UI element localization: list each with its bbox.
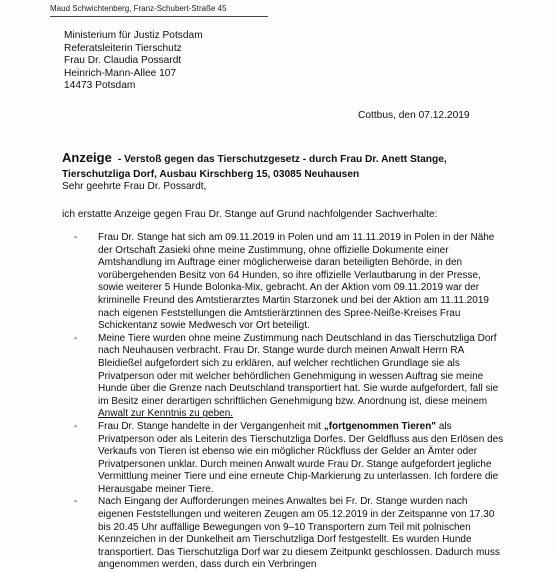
fact-text-2: Meine Tiere wurden ohne meine Zustimmung nach Deutschland in das Tierschutzliga Dorf nach Neuhausen verbracht. Frau Dr. Stange wurde durch meinen Anwalt Herrn RA Bleidießel aufgefordert sich zu erklären, auf welcher rechtlichen Grundlage sie als Privatperson oder mit welcher behördlichen Genehmigung in wessen Auftrag sie meine Hunde über die Grenze nach Deutschland transportiert hat. Sie wurde aufgefordert, fall sie im Besitz einer derartigen schriftlichen Genehmigung bzw. Anordnung ist, diese meinem: [98, 332, 499, 407]
subject-text: - Verstoß gegen das Tierschutzgesetz - durch Frau Dr. Anett Stange, Tierschutzliga Dorf, Ausbau Kirschberg 15, 03085 Neuhausen: [62, 154, 447, 180]
recipient-address: [64, 30, 203, 93]
recipient-line-1: Ministerium für Justiz Potsdam: [64, 30, 203, 41]
facts-list: [74, 232, 504, 572]
fact-text-2-underlined: Anwalt zur Kenntnis zu geben.: [98, 408, 234, 420]
list-item: [74, 333, 504, 421]
salutation: Sehr geehrte Frau Dr. Possardt,: [62, 181, 207, 192]
fact-text-3-start: Frau Dr. Stange handelte in der Vergangenheit mit: [98, 420, 321, 432]
recipient-line-5: 14473 Potsdam: [64, 80, 136, 91]
date-line: Cottbus, den 07.12.2019: [358, 110, 470, 121]
subject-lead: Anzeige: [62, 150, 112, 165]
sender-address-line: Maud Schwichtenberg, Franz-Schubert-Straße 45: [50, 4, 227, 13]
recipient-line-2: Referatsleiterin Tierschutz: [64, 42, 182, 54]
list-item: [74, 496, 504, 572]
fact-text-3-quote: „fortgenommen Tieren": [323, 420, 437, 432]
fact-text-4: Nach Eingang der Aufforderungen meines Anwaltes bei Fr. Dr. Stange wurden nach eigenen Feststellungen und weiteren Zeugen am 05.12.2019 in der Zeitspanne von 17.30 bis 20.45 Uhr auffällige Bewegungen von 9–10 Transportern zum Teil mit polnischen Kennzeichen in der Dunkelheit am Tierschutzliga Dorf festgestellt. Es wurden Hunde transportiert. Das Tierschutzliga Dorf war zu diesem Zeitpunkt geschlossen. Dadurch muss angenommen werden, dass durch ein Verbringen: [98, 496, 500, 571]
fact-text-3-rest: als Privatperson oder als Leiterin des Tierschutzliga Dorfes. Der Geldfluss aus den Erlösen des Verkaufs von Tieren ist ebenso wie ein möglicher Rückfluss der Gelder an Ämter oder Privatpersonen unklar. Durch meinen Anwalt wurde Frau Dr. Stange aufgefordert jegliche Vermittlung meiner Tiere und eine erneute Chip-Markierung zu unterlassen. Ich fordere die Herausgabe meiner Tiere.: [98, 420, 504, 495]
list-item: [74, 232, 504, 333]
bullet-dash: -: [74, 420, 78, 432]
bullet-dash: -: [74, 496, 78, 508]
recipient-line-3: Frau Dr. Claudia Possardt: [64, 55, 182, 66]
bullet-dash: -: [74, 332, 78, 344]
sender-rule: [50, 16, 268, 17]
subject-line: [62, 150, 502, 182]
intro-paragraph: ich erstatte Anzeige gegen Frau Dr. Stange auf Grund nachfolgender Sachverhalte:: [62, 209, 438, 220]
recipient-line-4: Heinrich-Mann-Allee 107: [64, 67, 177, 79]
fact-text-1: Frau Dr. Stange hat sich am 09.11.2019 in Polen und am 11.11.2019 in Polen in der Nähe der Ortschaft Zasieki ohne meine Zustimmung, ohne offizielle Dokumente einer Amtshandlung im Auftrage einer möglicherweise daran beteiligten Behörde, in den vorübergehenden Besitz von 64 Hunden, so ihre offizielle Verlautbarung in der Presse, sowie weiterer 5 Hunde Bolonka-Mix, gebracht. An der Aktion vom 09.11.2019 war der kriminelle Freund des Amtstierarztes Martin Starzonek und bei der Aktion am 11.11.2019 nach eigenen Feststellungen die Amtstierärztinnen des Spree-Neiße-Kreises Frau Schickentanz sowie Medwesch vor Ort beteiligt.: [98, 232, 495, 332]
bullet-dash: -: [74, 232, 78, 243]
list-item: [74, 421, 504, 497]
